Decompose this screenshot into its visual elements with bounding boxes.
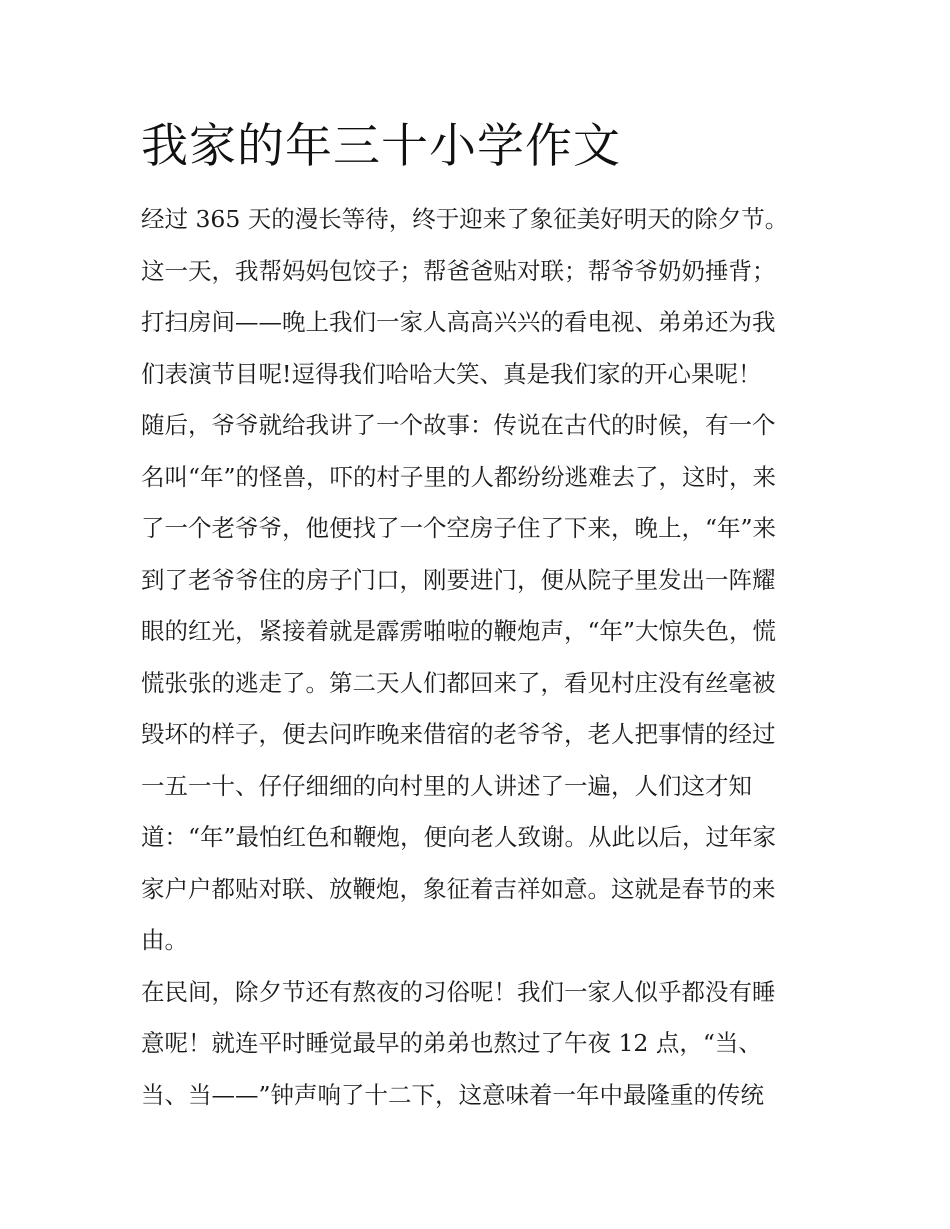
- body-line: 意呢！就连平时睡觉最早的弟弟也熬过了午夜 12 点，“当、: [141, 1029, 762, 1057]
- body-line: 慌张张的逃走了。第二天人们都回来了，看见村庄没有丝毫被: [141, 668, 776, 697]
- body-line: 家户户都贴对联、放鞭炮，象征着吉祥如意。这就是春节的来: [141, 874, 776, 903]
- body-line: 名叫“年”的怪兽，吓的村子里的人都纷纷逃难去了，这时，来: [141, 462, 777, 491]
- body-line: 眼的红光，紧接着就是霹雳啪啦的鞭炮声，“年”大惊失色，慌: [141, 617, 777, 645]
- body-line: 这一天，我帮妈妈包饺子；帮爸爸贴对联；帮爷爷奶奶捶背；: [141, 256, 776, 285]
- body-line: 到了老爷爷住的房子门口，刚要进门，便从院子里发出一阵耀: [141, 565, 776, 594]
- body-line: 了一个老爷爷，他便找了一个空房子住了下来，晚上，“年”来: [141, 514, 777, 542]
- body-line: 在民间，除夕节还有熬夜的习俗呢！我们一家人似乎都没有睡: [141, 977, 776, 1006]
- document-title: 我家的年三十小学作文: [141, 119, 621, 174]
- document-body: [141, 194, 831, 1121]
- body-line: 们表演节目呢!逗得我们哈哈大笑、真是我们家的开心果呢！: [141, 359, 762, 388]
- body-line: 道：“年”最怕红色和鞭炮，便向老人致谢。从此以后，过年家: [141, 823, 777, 851]
- body-line: 打扫房间——晚上我们一家人高高兴兴的看电视、弟弟还为我: [141, 308, 776, 336]
- body-line: 由。: [141, 926, 188, 954]
- body-line: 毁坏的样子，便去问昨晚来借宿的老爷爷，老人把事情的经过: [141, 720, 776, 748]
- body-line: 经过 365 天的漫长等待，终于迎来了象征美好明天的除夕节。: [141, 205, 789, 233]
- body-line: 当、当——”钟声响了十二下，这意味着一年中最隆重的传统: [141, 1080, 765, 1109]
- body-line: 一五一十、仔仔细细的向村里的人讲述了一遍，人们这才知: [141, 771, 752, 800]
- document-content: [141, 118, 831, 1121]
- body-line: 随后，爷爷就给我讲了一个故事：传说在古代的时候，有一个: [141, 411, 776, 439]
